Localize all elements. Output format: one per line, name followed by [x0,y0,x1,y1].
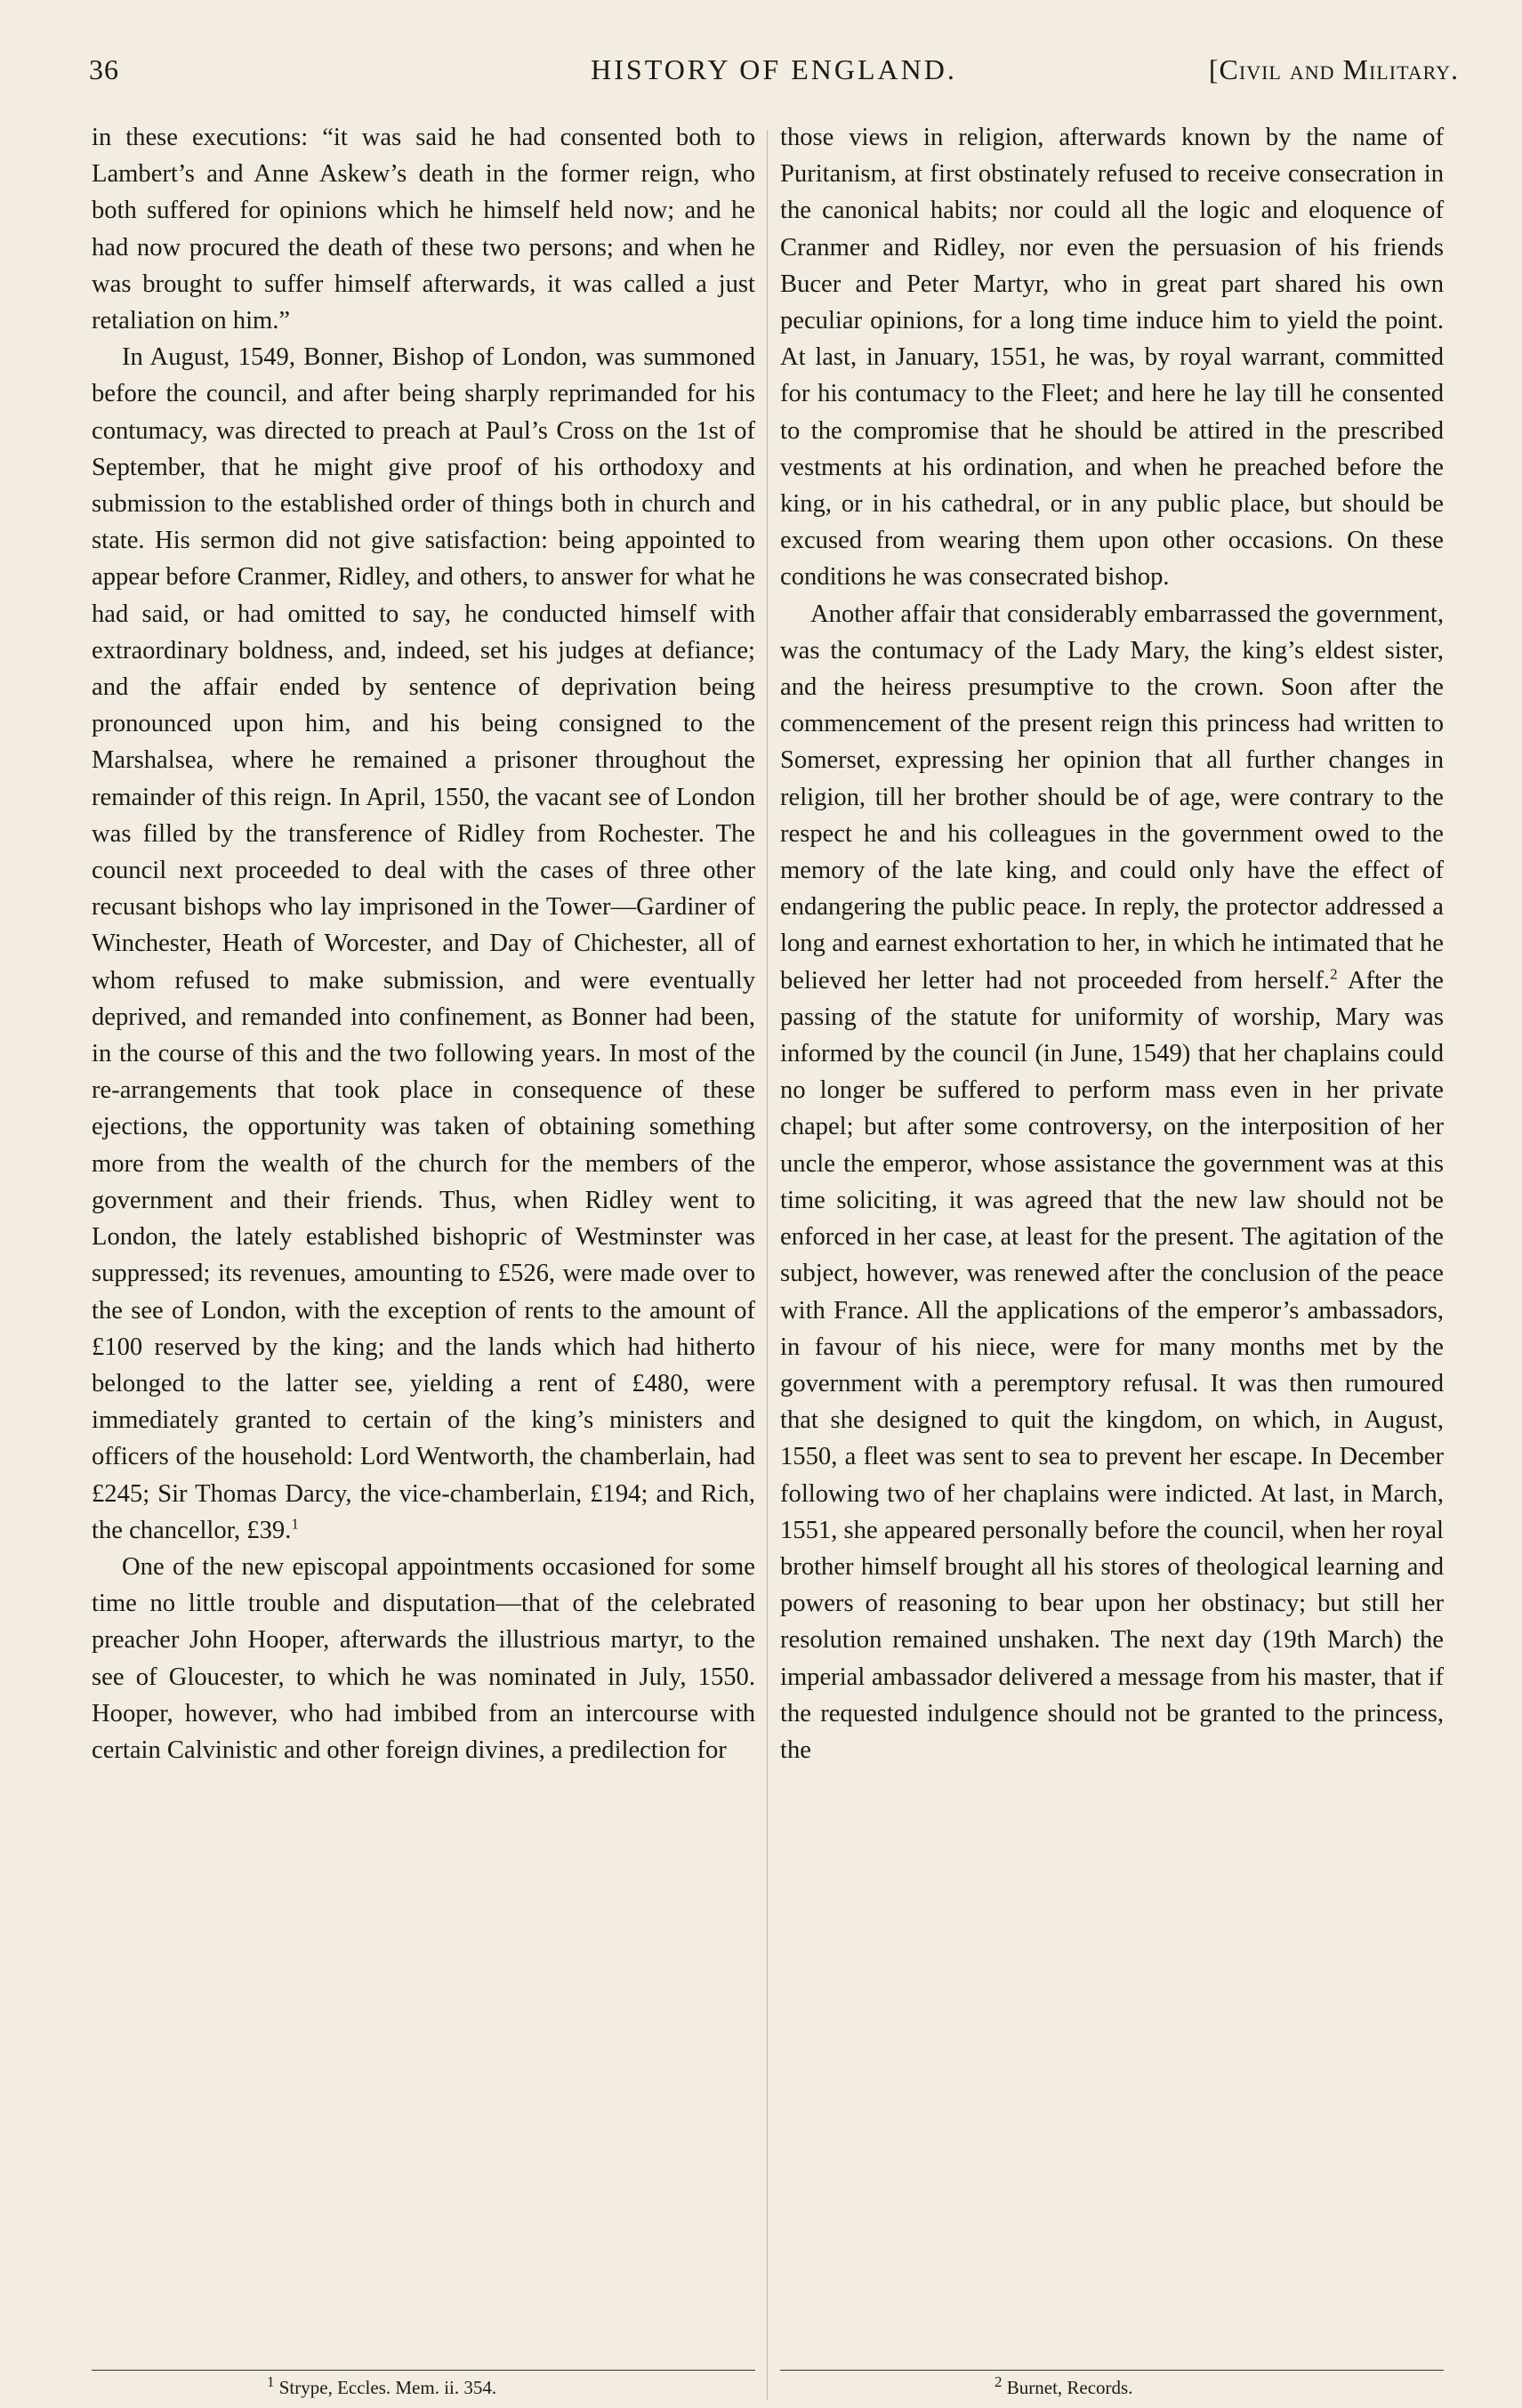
footnote-rule [780,2370,1444,2371]
paragraph [780,596,1444,1769]
footnote-text: Strype, Eccles. Mem. ii. 354. [278,2377,497,2398]
footnote [995,2373,1133,2399]
paragraph-text: In August, 1549, Bonner, Bishop of London, was summoned before the council, and after being sharply reprimanded for his contumacy, was directed to preach at Paul’s Cross on the 1st of September, that he might give proof of his orthodoxy and submission to the established order of things both in church and state. His sermon did not give satisfaction: being appointed to appear before Cranmer, Ridley, and others, to answer for what he had said, or had omitted to say, he conducted himself with extraordinary boldness, and, indeed, set his judges at defiance; and the affair ended by sentence of deprivation being pronounced upon him, and his being consigned to the Marshalsea, where he remained a prisoner throughout the remainder of this reign. In April, 1550, the vacant see of London was filled by the transference of Ridley from Rochester. The council next proceeded to deal with the cases of three other recusant bishops who lay imprisoned in the Tower—Gardiner of Winchester, Heath of Worcester, and Day of Chichester, all of whom refused to make submission, and were eventually deprived, and remanded into confinement, as Bonner had been, in the course of this and the two following years. In most of the re-arrangements that took place in consequence of these ejections, the opportunity was taken of obtaining something more from the wealth of the church for the members of the government and their friends. Thus, when Ridley went to London, the lately established bishopric of Westminster was suppressed; its revenues, amounting to £526, were made over to the see of London, with the exception of rents to the amount of £100 reserved by the king; and the lands which had hitherto belonged to the latter see, yielding a rent of £480, were immediately granted to certain of the king’s ministers and officers of the household: Lord Wentworth, the chamberlain, had £245; Sir Thomas Darcy, the vice-chamberlain, £194; and Rich, the chancellor, £39. [92,343,755,1544]
section-label: [Civil and Military. [1208,53,1459,85]
column-separator [767,130,768,2400]
footnote-number: 1 [267,2373,275,2390]
footnote-number: 2 [995,2373,1003,2390]
page-number: 36 [89,53,119,85]
paragraph-text: After the passing of the statute for uniformity of worship, Mary was informed by the council (in June, 1549) that her chaplains could no longer be suffered to perform mass even in her private chapel; but after some controversy, on the interposition of her uncle the emperor, whose assistance the government was at this time soliciting, it was agreed that the new law should not be enforced in her case, at least for the present. The agitation of the subject, however, was renewed after the conclusion of the peace with France. All the applications of the emperor’s ambassadors, in favour of his niece, were for many months met by the government with a peremptory refusal. It was then rumoured that she designed to quit the kingdom, on which, in August, 1550, a fleet was sent to sea to prevent her escape. In December following two of her chaplains were indicted. At last, in March, 1551, she appeared personally before the council, when her royal brother himself brought all his stores of theological learning and powers of reasoning to bear upon her obstinacy; but still her resolution remained unshaken. The next day (19th March) the imperial ambassador delivered a message from his master, that if the requested indulgence should not be granted to the princess, the [780,966,1444,1764]
footnote-text: Burnet, Records. [1006,2377,1133,2398]
left-column [92,119,755,2370]
footnote-marker: 1 [291,1515,299,1533]
paragraph [92,339,755,1549]
footnote-rule [92,2370,755,2371]
footnote-marker: 2 [1330,965,1338,983]
running-header [89,53,1459,89]
right-column [780,119,1444,2370]
paragraph: those views in religion, afterwards known by the name of Puritanism, at first obstinately refused to receive consecration in the canonical habits; nor could all the logic and eloquence of Cranmer and Ridley, nor even the persuasion of his friends Bucer and Peter Martyr, who in great part shared his own peculiar opinions, for a long time induce him to yield the point. At last, in January, 1551, he was, by royal warrant, committed for his contumacy to the Fleet; and here he lay till he consented to the compromise that he should be attired in the prescribed vestments at his ordination, and when he preached before the king, or in his cathedral, or in any public place, but should be excused from wearing them upon other occasions. On these conditions he was consecrated bishop. [780,124,1444,592]
paragraph-text: Another affair that considerably embarrassed the government, was the contumacy of the Lady Mary, the king’s eldest sister, and the heiress presumptive to the crown. Soon after the commencement of the present reign this princess had written to Somerset, expressing her opinion that all further changes in religion, till her brother should be of age, were contrary to the respect he and his colleagues in the government owed to the memory of the late king, and could only have the effect of endangering the public peace. In reply, the protector addressed a long and earnest exhortation to her, in which he intimated that he believed her letter had not proceeded from herself. [780,600,1444,995]
footnote [267,2373,497,2399]
paragraph: in these executions: “it was said he had consented both to Lambert’s and Anne Askew’s death in the former reign, who both suffered for opinions which he himself held now; and he had now procured the death of these two persons; and when he was brought to suffer himself afterwards, it was called a just retaliation on him.” [92,124,755,335]
running-title: HISTORY OF ENGLAND. [591,53,957,85]
paragraph: One of the new episcopal appointments occasioned for some time no little trouble and disputation—that of the celebrated preacher John Hooper, afterwards the illustrious martyr, to the see of Gloucester, to which he was nominated in July, 1550. Hooper, however, who had imbibed from an intercourse with certain Calvinistic and other foreign divines, a predilection for [92,1552,755,1764]
